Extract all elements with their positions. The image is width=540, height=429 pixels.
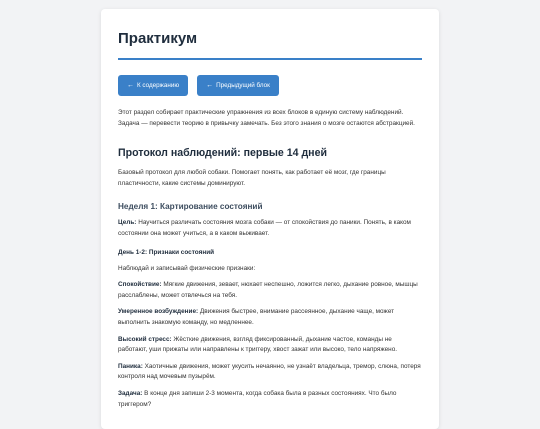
week1-goal — [118, 218, 422, 239]
nav-buttons — [118, 75, 422, 96]
state-item — [118, 362, 422, 383]
arrow-left-icon: ← — [127, 82, 134, 89]
state-label: Высокий стресс: — [118, 335, 172, 343]
back-to-contents-button[interactable] — [118, 75, 188, 96]
state-item — [118, 307, 422, 328]
protocol-description: Базовый протокол для любой собаки. Помогает понять, как работает её мозг, где границы пластичности, какие системы доминируют. — [118, 169, 386, 187]
state-text: Жёсткие движения, взгляд фиксированный, дыхание частое, команды не работают, уши прижаты или направлены к триггеру, хвост зажат или высоко, тело напряжено. — [118, 335, 398, 354]
state-text: Мягкие движения, зевает, нюхает неспешно, ложится легко, дыхание ровное, мышцы расслаблены, может отвлечься на тебя. — [118, 281, 418, 299]
state-label: Умеренное возбуждение: — [118, 308, 199, 316]
previous-block-button[interactable] — [197, 75, 279, 96]
week1-heading: Неделя 1: Картирование состояний — [118, 202, 263, 212]
state-item — [118, 280, 422, 301]
page-title: Практикум — [118, 30, 198, 47]
observe-instruction: Наблюдай и записывай физические признаки: — [118, 264, 256, 272]
goal-text: Научиться различать состояния мозга собаки — от спокойствия до паники. Понять, в каком состоянии она может учиться, а в каком выживает. — [118, 219, 411, 237]
content-card — [101, 9, 439, 429]
back-to-contents-label: К содержанию — [137, 82, 180, 89]
day-heading: День 1-2: Признаки состояний — [118, 248, 215, 256]
task-text: В конце дня запиши 2-3 момента, когда собака была в разных состояниях. Что было триггером? — [118, 389, 397, 408]
intro-paragraph: Этот раздел собирает практические упражнения из всех блоков в единую систему наблюдений. Задача — перевести теорию в привычку замечать. Без этого знания о мозге остаются абстракцией. — [118, 109, 415, 127]
goal-label: Цель: — [118, 219, 137, 227]
state-label: Паника: — [118, 362, 143, 370]
arrow-left-icon: ← — [206, 82, 214, 89]
task-label: Задача: — [118, 389, 143, 397]
task-item — [118, 389, 422, 410]
state-text: Движения быстрее, внимание рассеянное, дыхание чаще, может выполнить знакомую команду, но медленнее. — [118, 308, 395, 326]
state-label: Спокойствие: — [118, 281, 162, 289]
title-divider — [118, 58, 422, 60]
previous-block-label: Предыдущий блок — [216, 82, 270, 89]
state-text: Хаотичные движения, может укусить нечаянно, не узнаёт владельца, тремор, слюна, потеря контроля над мочевым пузырём. — [118, 362, 421, 381]
state-item — [118, 335, 422, 356]
protocol-heading: Протокол наблюдений: первые 14 дней — [118, 147, 327, 160]
